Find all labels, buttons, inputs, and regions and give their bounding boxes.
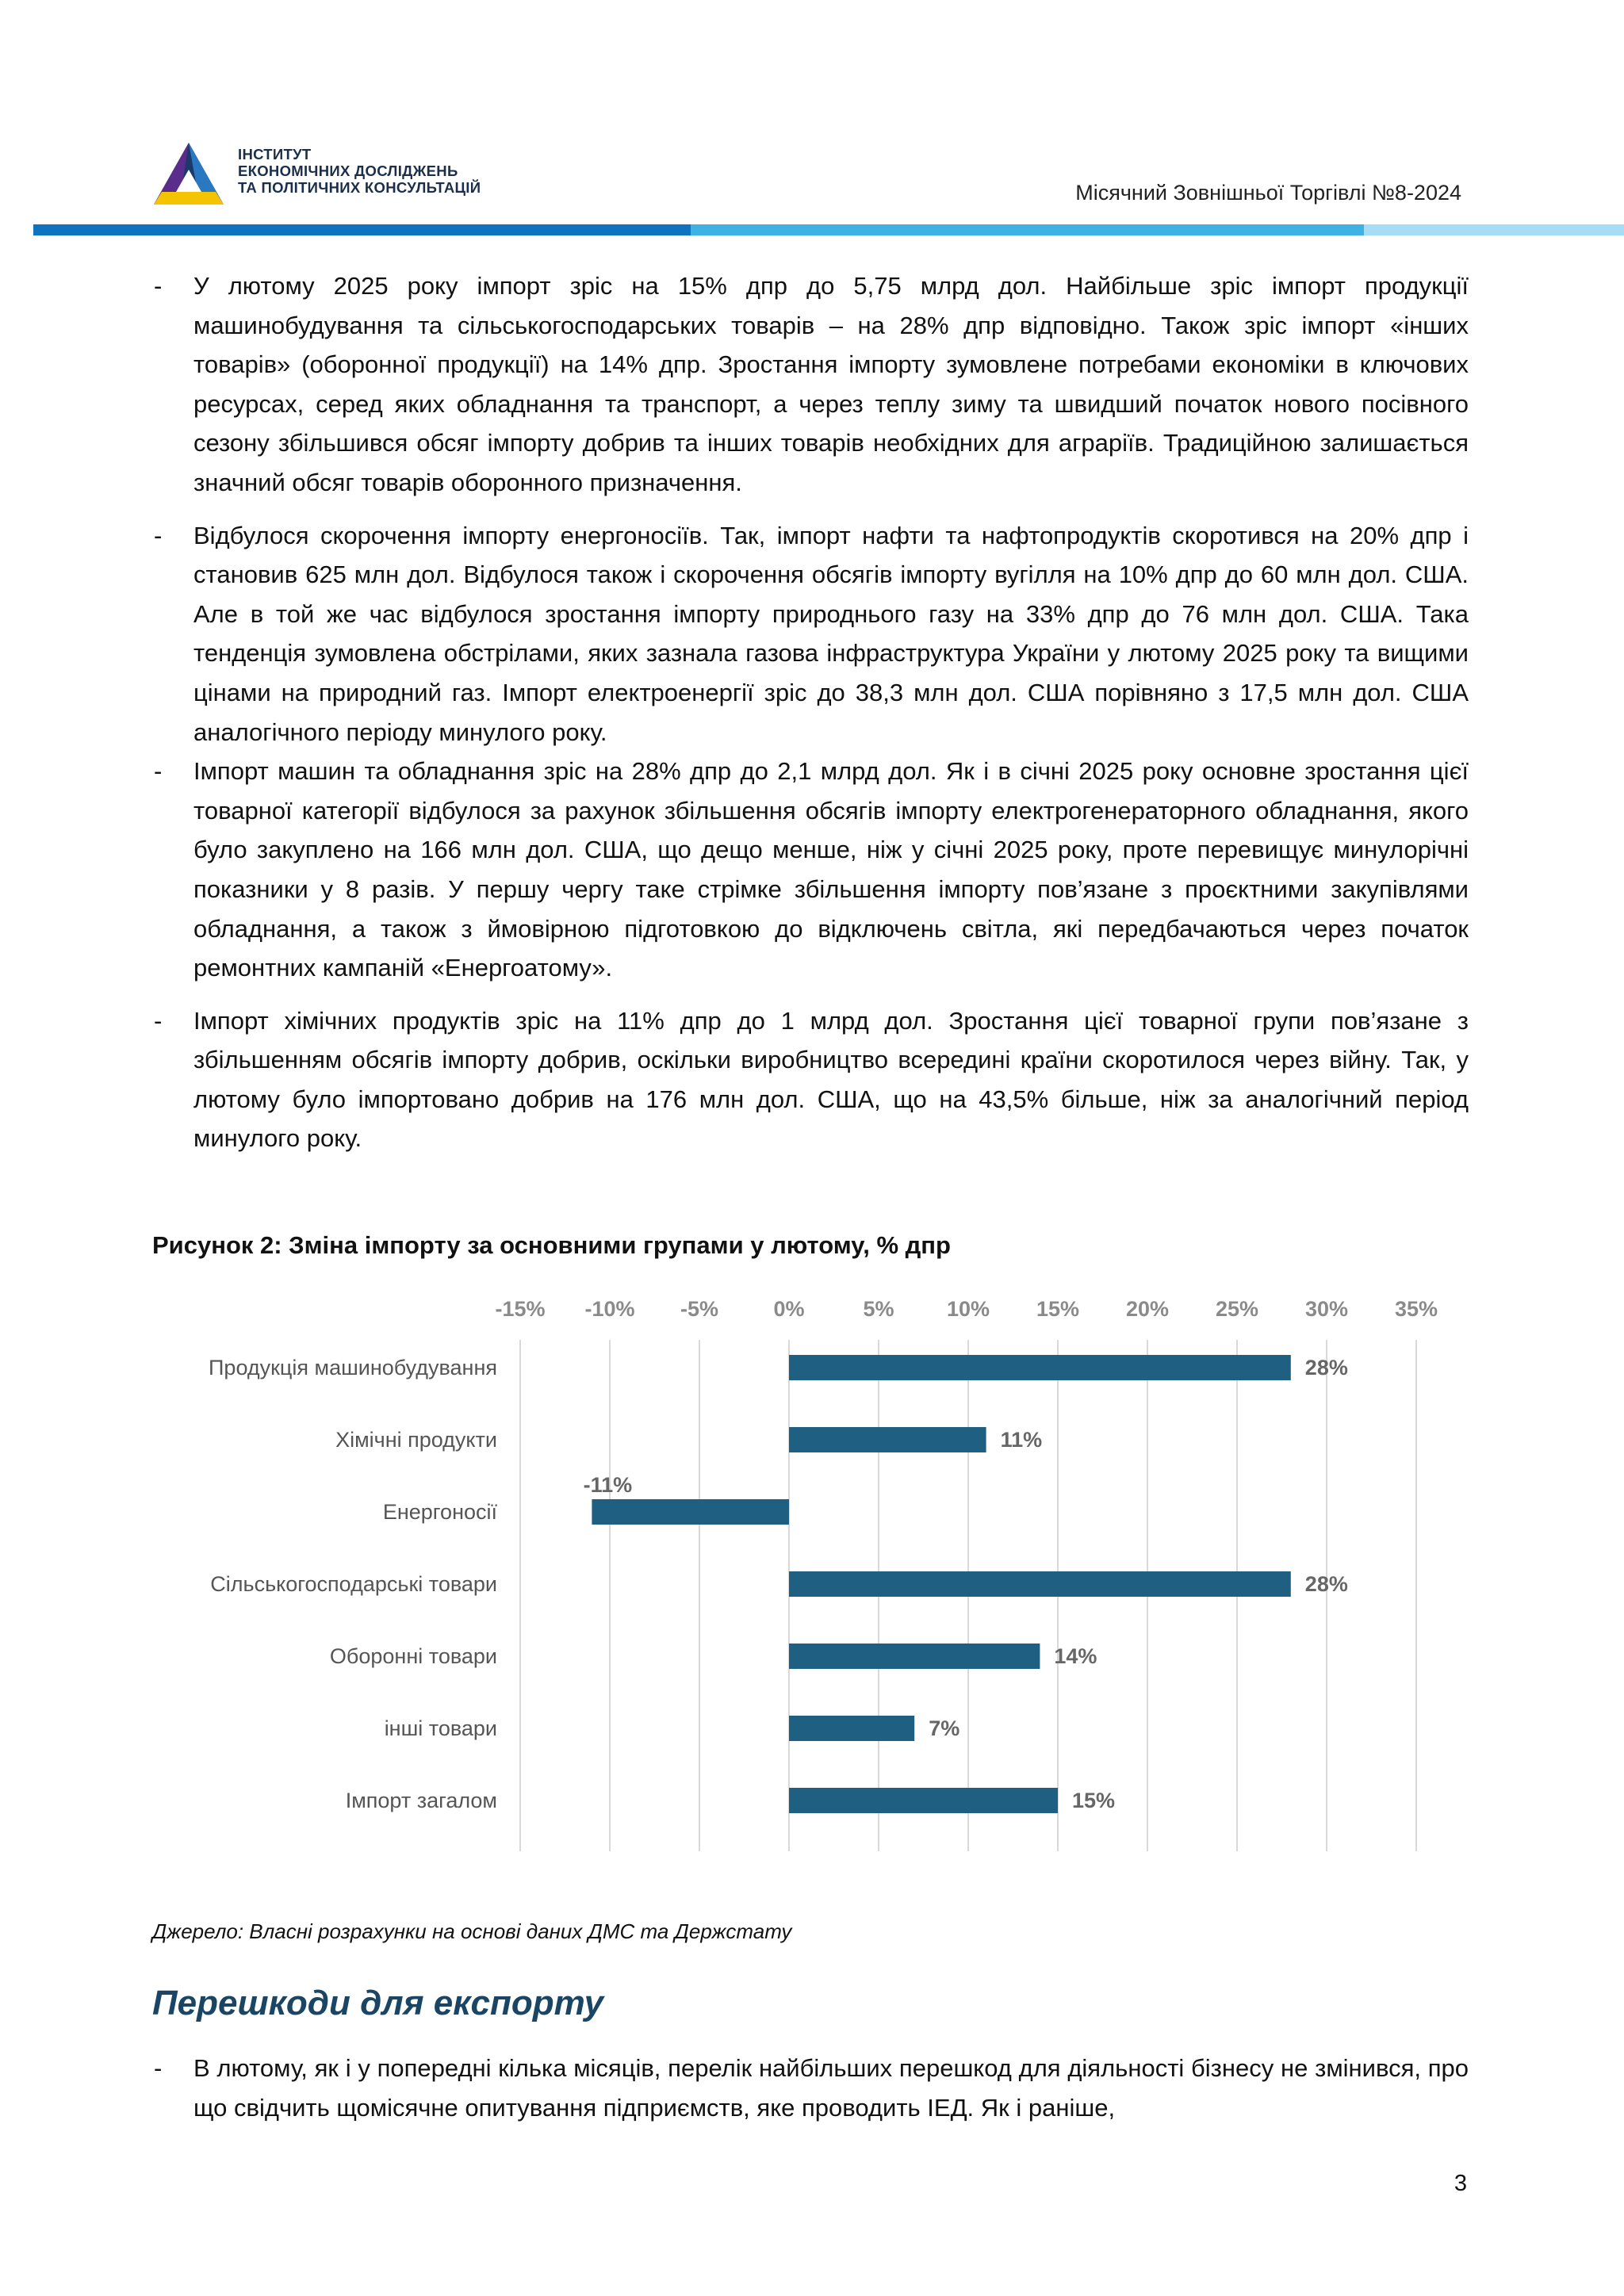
data-label: 11% bbox=[1000, 1428, 1043, 1452]
x-tick-label: 35% bbox=[1394, 1297, 1438, 1321]
data-label: 15% bbox=[1072, 1789, 1116, 1812]
bullet-text: Імпорт хімічних продуктів зріс на 11% дпр до 1 млрд дол. Зростання цієї товарної групи пов’язане з збільшенням обсягів імпорту добрив, оскільки виробництво всередині країни скоротилося через війну. Так, у лютому було імпортовано добрив на 176 млн дол. США, що на 43,5% більше, ніж за аналогічний період минулого року. bbox=[193, 1006, 1469, 1153]
category-label: Сільськогосподарські товари bbox=[210, 1572, 497, 1596]
bullet-item bbox=[152, 1001, 1469, 1158]
bullet-dash: - bbox=[154, 272, 163, 300]
bullet-text: Відбулося скорочення імпорту енергоносіїв. Так, імпорт нафти та нафтопродуктів скоротився на 20% дпр і становив 625 млн дол. Відбулося також і скорочення обсягів імпорту вугілля на 10% дпр до 60 млн дол. США. Але в той же час відбулося зростання імпорту природнього газу на 33% дпр до 76 млн дол. США. Така тенденція зумовлена обстрілами, яких зазнала газова інфраструктура України у лютому 2025 року та вищими цінами на природний газ. Імпорт електроенергії зріс до 38,3 млн дол. США порівняно з 17,5 млн дол. США аналогічного періоду минулого року. bbox=[193, 521, 1469, 746]
section-title: Перешкоди для експорту bbox=[152, 1984, 604, 2022]
x-tick-label: 25% bbox=[1215, 1297, 1259, 1321]
bar bbox=[789, 1355, 1291, 1380]
bar bbox=[789, 1644, 1040, 1669]
header-bar-segment-1 bbox=[33, 224, 691, 235]
bullet-dash: - bbox=[154, 521, 163, 549]
report-title: Місячний Зовнішньої Торгівлі №8-2024 bbox=[1075, 181, 1461, 205]
figure-caption: Рисунок 2: Зміна імпорту за основними групами у лютому, % дпр bbox=[152, 1231, 951, 1259]
bar bbox=[592, 1499, 789, 1525]
x-tick-label: 10% bbox=[946, 1297, 990, 1321]
logo-line-3: ТА ПОЛІТИЧНИХ КОНСУЛЬТАЦІЙ bbox=[238, 179, 481, 196]
section-content bbox=[152, 2049, 1469, 2127]
data-label: 28% bbox=[1304, 1572, 1348, 1596]
x-tick-label: 0% bbox=[773, 1297, 805, 1321]
x-tick-label: -10% bbox=[584, 1297, 635, 1321]
category-label: Імпорт загалом bbox=[345, 1789, 497, 1812]
bullet-text: У лютому 2025 року імпорт зріс на 15% дпр до 5,75 млрд дол. Найбільше зріс імпорт продукції машинобудування та сільськогосподарських товарів – на 28% дпр відповідно. Також зріс імпорт «інших товарів» (оборонної продукції) на 14% дпр. Зростання імпорту зумовлене потребами економіки в ключових ресурсах, серед яких обладнання та транспорт, а через теплу зиму та швидший початок нового посівного сезону збільшився обсяг імпорту добрив та інших товарів необхідних для аграріїв. Традиційною залишається значний обсяг товарів оборонного призначення. bbox=[193, 272, 1469, 496]
import-change-chart bbox=[152, 1280, 1475, 1863]
x-tick-label: 30% bbox=[1304, 1297, 1349, 1321]
category-label: Енергоносії bbox=[382, 1500, 497, 1524]
bullet-item bbox=[152, 752, 1469, 988]
bullet-dash: - bbox=[154, 2054, 163, 2082]
source-note: Джерело: Власні розрахунки на основі даних ДМС та Держстату bbox=[152, 1919, 792, 1943]
logo-line-2: ЕКОНОМІЧНИХ ДОСЛІДЖЕНЬ bbox=[238, 163, 458, 179]
bullet-item bbox=[152, 266, 1469, 503]
header-color-bar bbox=[33, 224, 1624, 235]
data-label: -11% bbox=[583, 1473, 633, 1497]
bar bbox=[789, 1716, 914, 1741]
category-label: Хімічні продукти bbox=[335, 1428, 497, 1452]
logo-line-1: ІНСТИТУТ bbox=[238, 146, 312, 163]
main-content bbox=[152, 266, 1469, 1158]
chart-svg bbox=[152, 1280, 1475, 1863]
data-label: 28% bbox=[1304, 1356, 1348, 1380]
category-label: інші товари bbox=[384, 1716, 497, 1740]
x-tick-label: 15% bbox=[1036, 1297, 1080, 1321]
bullet-item bbox=[152, 516, 1469, 752]
bar bbox=[789, 1427, 986, 1452]
header-bar-segment-3 bbox=[1364, 224, 1624, 235]
bullet-text: В лютому, як і у попередні кілька місяців, перелік найбільших перешкод для діяльності бізнесу не змінився, про що свідчить щомісячне опитування підприємств, яке проводить ІЕД. Як і раніше, bbox=[193, 2054, 1469, 2122]
category-label: Оборонні товари bbox=[329, 1644, 497, 1668]
data-label: 7% bbox=[929, 1716, 960, 1740]
bullet-dash: - bbox=[154, 1006, 163, 1035]
bar bbox=[789, 1788, 1058, 1813]
institute-logo-icon bbox=[152, 141, 225, 206]
bar bbox=[789, 1571, 1291, 1597]
page-number: 3 bbox=[1454, 2171, 1467, 2196]
category-label: Продукція машинобудування bbox=[209, 1356, 497, 1380]
x-tick-label: -5% bbox=[680, 1297, 719, 1321]
header-bar-segment-2 bbox=[691, 224, 1364, 235]
bullet-item bbox=[152, 2049, 1469, 2127]
bullet-text: Імпорт машин та обладнання зріс на 28% дпр до 2,1 млрд дол. Як і в січні 2025 року основне зростання цієї товарної категорії відбулося за рахунок збільшення обсягів імпорту електрогенераторного обладнання, якого було закуплено на 166 млн дол. США, що дещо менше, ніж у січні 2025 року, проте перевищує минулорічні показники у 8 разів. У першу чергу таке стрімке збільшення імпорту пов’язане з проєктними закупівлями обладнання, а також з ймовірною підготовкою до відключень світла, які передбачаються через початок ремонтних кампаній «Енергоатому». bbox=[193, 757, 1469, 982]
bullet-dash: - bbox=[154, 757, 163, 786]
x-tick-label: 20% bbox=[1125, 1297, 1170, 1321]
data-label: 14% bbox=[1054, 1644, 1097, 1668]
institute-name bbox=[238, 146, 481, 196]
x-tick-label: -15% bbox=[495, 1297, 546, 1321]
x-tick-label: 5% bbox=[863, 1297, 894, 1321]
